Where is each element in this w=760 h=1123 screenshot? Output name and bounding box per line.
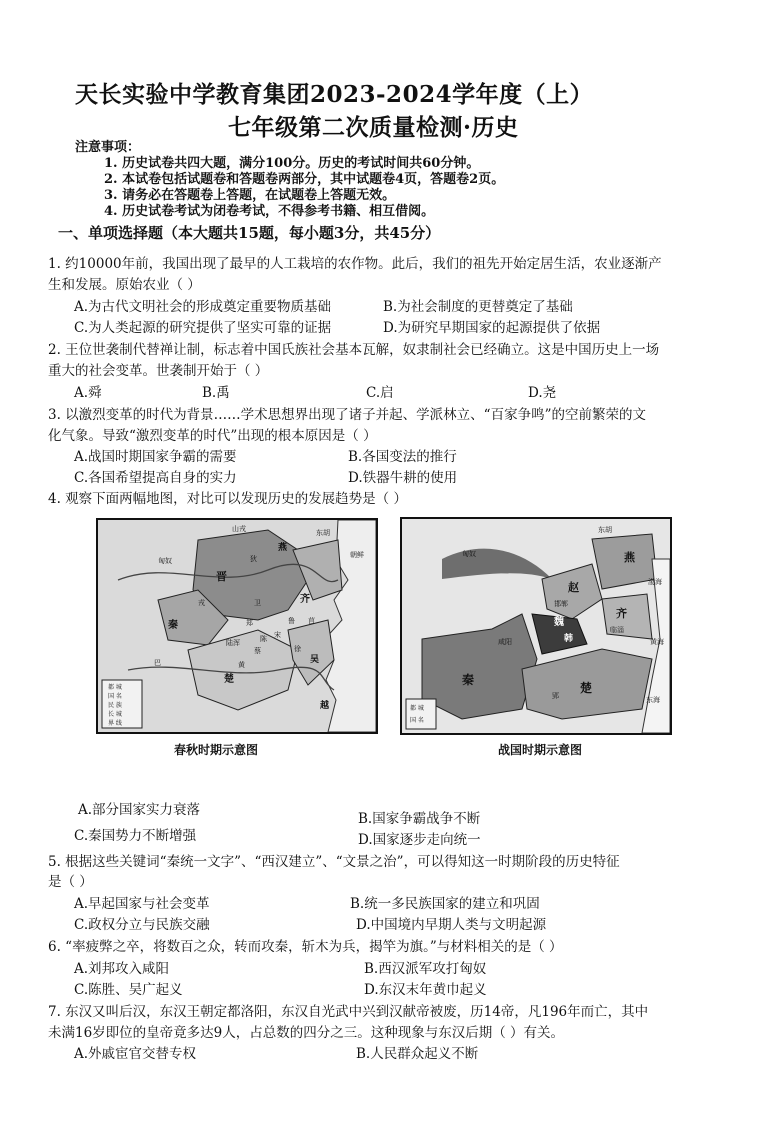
question-3-option-a: A.战国时期国家争霸的需要 [74, 449, 237, 465]
map-label: 狄 [250, 555, 257, 563]
question-3-option-d: D.铁器牛耕的使用 [348, 470, 458, 486]
question-7-stem: 未满16岁即位的皇帝竟多达9人，占总数的四分之三。这种现象与东汉后期（ ）有关。 [48, 1025, 565, 1041]
map-label: 卫 [254, 599, 261, 607]
question-1-option-d: D.为研究早期国家的起源提供了依据 [383, 320, 601, 336]
question-2-option-b: B.禹 [202, 385, 230, 401]
spring-autumn-map-image [98, 520, 376, 732]
map-label: 咸阳 [498, 638, 512, 646]
question-1-stem: 1. 约10000年前，我国出现了最早的人工栽培的农作物。此后，我们的祖先开始定居生活，农业逐渐产 [48, 256, 662, 272]
map-label: 邯郸 [554, 600, 568, 608]
map-label: 燕 [278, 543, 288, 553]
question-4-option-b: B.国家争霸战争不断 [358, 811, 481, 827]
map-label: 匈奴 [462, 550, 476, 558]
map-label: 韩 [564, 634, 574, 644]
map-legend-item: 国 名 [108, 693, 122, 700]
map-label: 齐 [616, 607, 627, 620]
map-label: 越 [320, 701, 330, 711]
map-label: 徐 [294, 645, 301, 653]
map-label: 燕 [624, 551, 635, 564]
question-5-stem: 是（ ） [48, 874, 93, 890]
question-5-option-c: C.政权分立与民族交融 [74, 917, 210, 933]
map-label: 楚 [224, 674, 234, 685]
map-label: 东胡 [598, 526, 612, 534]
map-label: 晋 [216, 570, 227, 583]
exam-title-line1: 天长实验中学教育集团2023-2024学年度（上） [75, 81, 594, 108]
spring-autumn-map [96, 518, 378, 734]
question-7-option-b: B.人民群众起义不断 [356, 1046, 479, 1062]
map-label: 戎 [198, 599, 205, 607]
map-label: 秦 [462, 673, 475, 687]
question-5-option-b: B.统一多民族国家的建立和巩固 [350, 896, 540, 912]
map-label: 山戎 [232, 525, 246, 533]
map-label: 朝鲜 [350, 551, 364, 559]
map-label: 楚 [580, 681, 593, 695]
question-4-stem: 4. 观察下面两幅地图，对比可以发现历史的发展趋势是（ ） [48, 491, 407, 507]
question-1-option-a: A.为古代文明社会的形成奠定重要物质基础 [74, 299, 332, 315]
map-label: 黄海 [650, 638, 664, 646]
map-legend-item: 国 名 [410, 717, 424, 724]
map-label: 匈奴 [158, 557, 172, 565]
spring-autumn-map-caption: 春秋时期示意图 [174, 743, 259, 757]
map-legend-item: 都 城 [108, 684, 122, 691]
question-2-stem: 重大的社会变革。世袭制开始于（ ） [48, 363, 269, 379]
map-legend-item: 界 线 [108, 720, 122, 727]
map-label: 东海 [646, 696, 660, 704]
map-label: 蔡 [254, 647, 261, 655]
question-6-option-a: A.刘邦攻入咸阳 [74, 961, 170, 977]
map-label: 临淄 [610, 626, 624, 634]
question-1-stem: 生和发展。原始农业（ ） [48, 277, 201, 293]
map-label: 巴 [154, 659, 161, 667]
map-label: 东胡 [316, 529, 330, 537]
question-4-option-c: C.秦国势力不断增强 [74, 828, 197, 844]
question-5-stem: 5. 根据这些关键词“秦统一文字”、“西汉建立”、“文景之治”，可以得知这一时期阶段的历史特征 [48, 854, 620, 870]
question-2-option-d: D.尧 [528, 385, 557, 401]
map-label: 鲁 [288, 617, 295, 625]
question-6-option-b: B.西汉派军攻打匈奴 [364, 961, 487, 977]
map-legend-item: 长 城 [108, 711, 122, 718]
map-legend-item: 民 族 [108, 702, 122, 709]
map-legend-item: 都 城 [410, 705, 424, 712]
map-label: 黄 [238, 661, 245, 669]
question-6-option-d: D.东汉末年黄巾起义 [364, 982, 487, 998]
warring-states-map-caption: 战国时期示意图 [498, 743, 583, 757]
map-label: 渤海 [648, 578, 662, 586]
map-label: 陈 [260, 635, 267, 643]
question-3-stem: 化气象。导致“激烈变革的时代”出现的根本原因是（ ） [48, 428, 377, 444]
question-2-stem: 2. 王位世袭制代替禅让制，标志着中国氏族社会基本瓦解，奴隶制社会已经确立。这是中国历史上一场 [48, 342, 660, 358]
notice-item: 3. 请务必在答题卷上答题，在试题卷上答题无效。 [104, 188, 396, 203]
warring-states-map [400, 517, 672, 735]
question-7-stem: 7. 东汉又叫后汉，东汉王朝定都洛阳，东汉自光武中兴到汉献帝被废，历14帝，凡196年而亡，其中 [48, 1004, 649, 1020]
notice-item: 4. 历史试卷考试为闭卷考试，不得参考书籍、相互借阅。 [104, 204, 435, 219]
map-label: 秦 [168, 620, 178, 631]
question-2-option-c: C.启 [366, 385, 394, 401]
map-label: 宋 [274, 631, 281, 639]
exam-title-line2: 七年级第二次质量检测·历史 [228, 114, 519, 141]
map-label: 魏 [554, 617, 564, 628]
question-7-option-a: A.外戚宦官交替专权 [74, 1046, 197, 1062]
map-label: 郑 [246, 619, 253, 627]
question-1-option-c: C.为人类起源的研究提供了坚实可靠的证据 [74, 320, 332, 336]
question-2-option-a: A.舜 [74, 385, 102, 401]
map-label: 吴 [310, 655, 320, 665]
question-6-stem: 6. “率疲弊之卒，将数百之众，转而攻秦，斩木为兵，揭竿为旗。”与材料相关的是（ ） [48, 939, 563, 955]
question-3-stem: 3. 以激烈变革的时代为背景……学术思想界出现了诸子并起、学派林立、“百家争鸣”的空前繁荣的文 [48, 407, 646, 423]
question-6-option-c: C.陈胜、吴广起义 [74, 982, 183, 998]
question-3-option-b: B.各国变法的推行 [348, 449, 457, 465]
map-label: 赵 [568, 581, 579, 594]
notice-item: 1. 历史试卷共四大题，满分100分。历史的考试时间共60分钟。 [104, 156, 480, 171]
map-label: 郢 [552, 692, 559, 700]
question-1-option-b: B.为社会制度的更替奠定了基础 [383, 299, 573, 315]
notice-heading: 注意事项： [75, 140, 141, 155]
question-5-option-d: D.中国境内早期人类与文明起源 [356, 917, 547, 933]
question-3-option-c: C.各国希望提高自身的实力 [74, 470, 237, 486]
question-4-option-d: D.国家逐步走向统一 [358, 832, 481, 848]
question-4-option-a: A.部分国家实力衰落 [78, 802, 201, 818]
question-5-option-a: A.早起国家与社会变革 [74, 896, 210, 912]
notice-item: 2. 本试卷包括试题卷和答题卷两部分，其中试题卷4页，答题卷2页。 [104, 172, 505, 187]
map-label: 莒 [308, 617, 315, 625]
section-title: 一、单项选择题（本大题共15题，每小题3分，共45分） [58, 224, 441, 242]
map-label: 陆浑 [226, 639, 240, 647]
map-label: 齐 [300, 594, 310, 605]
